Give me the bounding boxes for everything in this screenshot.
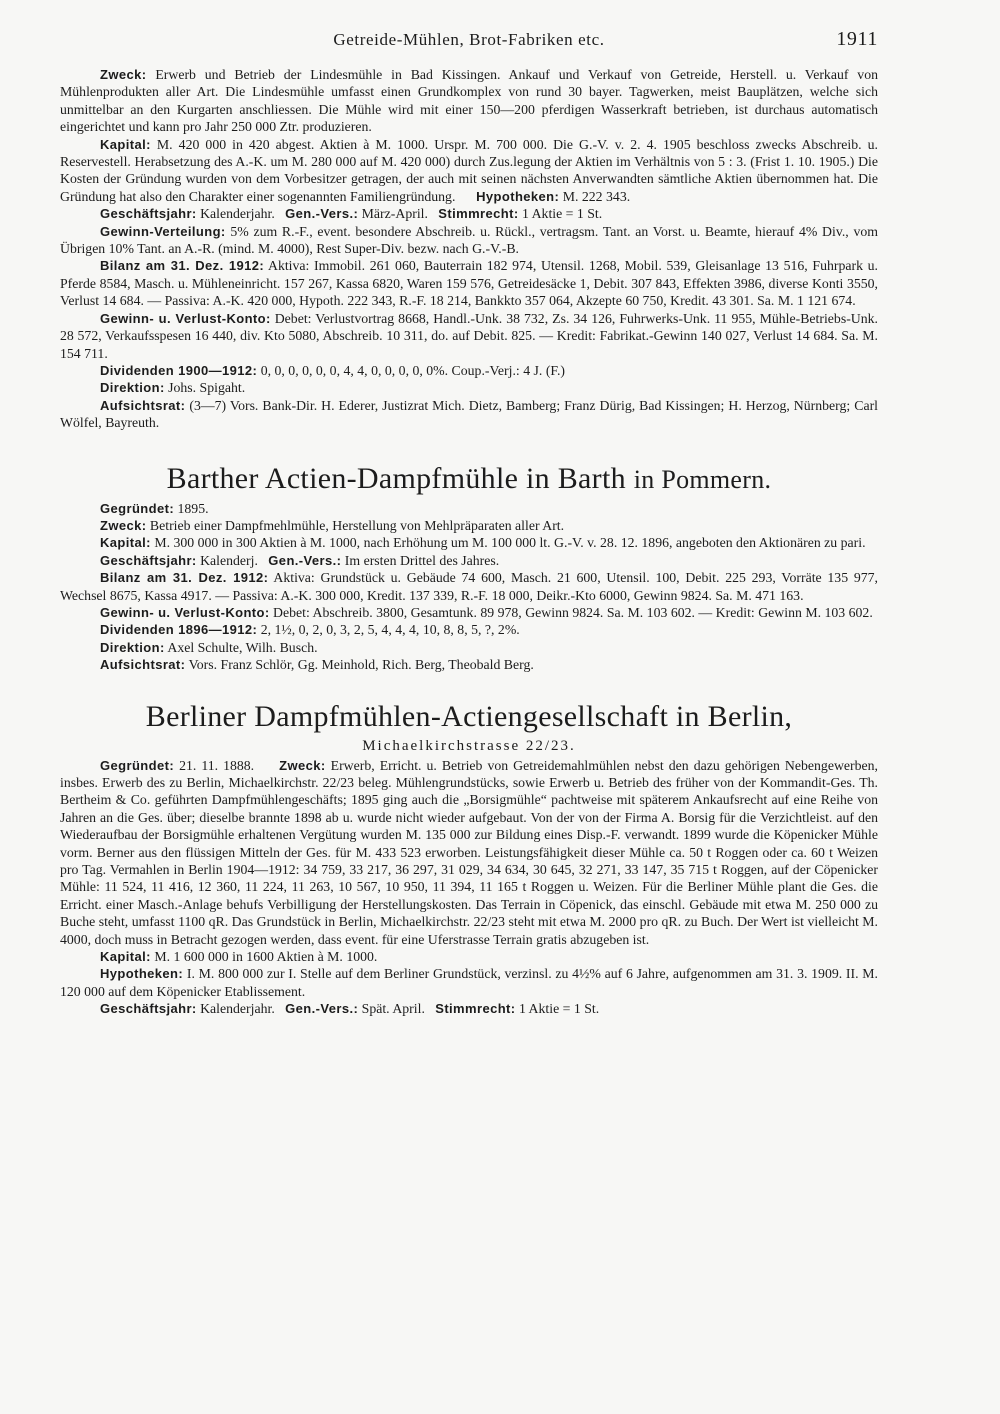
label-zweck: Zweck: bbox=[100, 67, 147, 82]
company-name-barth: Barther Actien-Dampfmühle in Barth bbox=[166, 461, 626, 495]
text-hypotheken: I. M. 800 000 zur I. Stelle auf dem Berliner Grundstück, verzinsl. zu 4½% auf 6 Jahre, aufgenommen am 31. 3. 1909. II. M. 120 000 auf dem Köpenicker Etablissement. bbox=[60, 966, 878, 999]
text-stimmrecht: 1 Aktie = 1 St. bbox=[518, 206, 603, 222]
label-aufsichtsrat: Aufsichtsrat: bbox=[100, 397, 186, 413]
paragraph-kapital bbox=[60, 136, 878, 206]
paragraph-zweck bbox=[60, 517, 878, 534]
label-kapital: Kapital: bbox=[100, 535, 151, 551]
paragraph-kapital bbox=[60, 948, 878, 965]
text-gegruendet: 1895. bbox=[174, 500, 209, 516]
text-zweck: Betrieb einer Dampfmehlmühle, Herstellung von Mehlpräparaten aller Art. bbox=[146, 517, 565, 533]
paragraph-gewinn-verteilung bbox=[60, 223, 878, 258]
paragraph-hypotheken bbox=[60, 965, 878, 1000]
label-hypotheken: Hypotheken: bbox=[100, 966, 184, 982]
entry-lindesmuehle bbox=[60, 66, 878, 432]
paragraph-dividenden bbox=[60, 621, 878, 638]
text-geschaeftsjahr: Kalenderjahr. bbox=[196, 1001, 275, 1017]
label-bilanz: Bilanz am 31. Dez. 1912: bbox=[100, 570, 269, 586]
text-zweck: Erwerb und Betrieb der Lindesmühle in Bad Kissingen. Ankauf und Verkauf von Getreide, Herstell. u. Verkauf von Mühlenprodukten aller Art. Die Lindesmühle umfasst einen Grundkomplex von rund 30 bayer. Tagwerken, meist Bauplätzen, welche sich unmittelbar an den Kurgarten anschliessen. Die Mühle wird mit einer 150—200 pferdigen Wasserkraft betrieben, ist durchaus automatisch eingerichtet und kann pro Jahr 250 000 Ztr. produzieren. bbox=[60, 67, 878, 135]
text-dividenden: 2, 1½, 0, 2, 0, 3, 2, 5, 4, 4, 4, 10, 8, 8, 5, ?, 2%. bbox=[257, 622, 520, 638]
text-dividenden: 0, 0, 0, 0, 0, 0, 4, 4, 0, 0, 0, 0, 0%. Coup.-Verj.: 4 J. (F.) bbox=[257, 362, 566, 378]
text-gen-vers: März-April. bbox=[358, 206, 428, 222]
label-zweck: Zweck: bbox=[279, 757, 326, 773]
paragraph-geschaeftsjahr bbox=[60, 205, 878, 222]
label-dividenden: Dividenden 1900—1912: bbox=[100, 362, 258, 378]
label-stimmrecht: Stimmrecht: bbox=[435, 1001, 516, 1017]
paragraph-dividenden bbox=[60, 362, 878, 379]
label-gewinn-verlust: Gewinn- u. Verlust-Konto: bbox=[100, 310, 271, 326]
text-zweck: Erwerb, Erricht. u. Betrieb von Getreidemahlmühlen nebst den dazu gehörigen Nebengewerben, insbes. Erwerb des zu Berlin, Michaelkirchstr. 22/23 beleg. Mühlengrundstücks, sowie Erwerb u. Betrieb des früher von der Kommandit-Ges. Th. Bertheim & Co. geführten Dampfmühlengeschäfts; 1895 ging auch die „Borsigmühle“ pachtweise mit späterem Ankaufsrecht auf eine Reihe von Jahren an die Ges. über; dieselbe brannte 1898 ab u. wurde nicht wieder aufgebaut. Von der von der Firma A. Borsig für die Verzichtleist. auf den Wiederaufbau der Borsigmühle erhaltenen Vergütung wurden M. 135 000 zur Bildung eines Disp.-F. verwandt. 1899 wurde die Köpenicker Mühle vorm. Berner aus den flüssigen Mitteln der Ges. für M. 433 523 erworben. Leistungsfähigkeit dieser Mühle ca. 50 t Roggen oder ca. 60 t Weizen pro Tag. Vermahlen in Berlin 1904—1912: 34 759, 33 217, 36 297, 31 029, 34 634, 30 645, 32 271, 33 147, 35 715 t Roggen, auf der Cöpenicker Mühle: 11 524, 11 416, 12 360, 11 224, 11 263, 10 567, 10 950, 11 394, 11 165 t Roggen u. Weizen. Für die Berliner Mühle plant die Ges. die Erricht. einer Masch.-Anlage behufs Verbilligung der Herstellungskosten. Das Terrain in Cöpenick, das einschl. Gebäude mit etwa M. 250 000 zu Buche steht, umfasst 1100 qR. Das Grundstück in Berlin, Michaelkirchstr. 22/23 steht mit etwa M. 2000 pro qR. zu Buch. Der Wert ist vielleicht M. 4000, doch muss in Betracht gezogen werden, dass event. für eine Uferstrasse Terrain gratis abzugeben ist. bbox=[60, 757, 879, 947]
text-gewinn-verteilung: 5% zum R.-F., event. besondere Abschreib. u. Rückl., vertragsm. Tant. an Vorst. u. Beamte, hierauf 4% Div., vom Übrigen 10% Tant. an A.-R. (mind. M. 4000), Rest Super-Div. bezw. nach G.-V.-B. bbox=[60, 223, 878, 257]
label-gen-vers: Gen.-Vers.: bbox=[285, 1001, 359, 1017]
company-name-berlin: Berliner Dampfmühlen-Actiengesellschaft in Berlin, bbox=[145, 699, 793, 733]
label-geschaeftsjahr: Geschäftsjahr: bbox=[100, 1001, 197, 1017]
label-kapital: Kapital: bbox=[100, 949, 151, 965]
page bbox=[60, 26, 878, 1396]
label-gewinn-verteilung: Gewinn-Verteilung: bbox=[100, 223, 226, 239]
paragraph-geschaeftsjahr bbox=[60, 552, 878, 569]
label-kapital: Kapital: bbox=[100, 136, 151, 152]
page-number: 1911 bbox=[836, 28, 878, 50]
label-hypotheken: Hypotheken: bbox=[476, 188, 560, 204]
paragraph-direktion bbox=[60, 379, 878, 396]
label-bilanz: Bilanz am 31. Dez. 1912: bbox=[100, 258, 265, 274]
entry-barth bbox=[60, 500, 878, 674]
label-gen-vers: Gen.-Vers.: bbox=[268, 552, 342, 568]
entry-berlin bbox=[60, 757, 878, 1018]
label-zweck: Zweck: bbox=[100, 517, 147, 533]
company-title-berlin bbox=[60, 700, 878, 734]
company-title-barth bbox=[60, 462, 878, 496]
text-direktion: Axel Schulte, Wilh. Busch. bbox=[164, 639, 318, 655]
label-geschaeftsjahr: Geschäftsjahr: bbox=[100, 206, 197, 222]
text-stimmrecht: 1 Aktie = 1 St. bbox=[515, 1001, 600, 1017]
label-gegruendet: Gegründet: bbox=[100, 757, 175, 773]
label-gegruendet: Gegründet: bbox=[100, 500, 175, 516]
paragraph-bilanz bbox=[60, 569, 878, 604]
text-aufsichtsrat: (3—7) Vors. Bank-Dir. H. Ederer, Justizrat Mich. Dietz, Bamberg; Franz Dürig, Bad Kissingen; H. Herzog, Nürnberg; Carl Wölfel, Bayreuth. bbox=[60, 397, 878, 431]
label-dividenden: Dividenden 1896—1912: bbox=[100, 622, 258, 638]
company-location-barth: in Pommern. bbox=[633, 464, 772, 494]
text-geschaeftsjahr: Kalenderj. bbox=[196, 552, 258, 568]
company-address-berlin: Michaelkirchstrasse 22/23. bbox=[362, 737, 576, 754]
paragraph-kapital bbox=[60, 534, 878, 551]
paragraph-gegruendet bbox=[60, 500, 878, 517]
paragraph-gewinn-verlust bbox=[60, 604, 878, 621]
text-aufsichtsrat: Vors. Franz Schlör, Gg. Meinhold, Rich. Berg, Theobald Berg. bbox=[185, 657, 534, 673]
text-kapital: M. 300 000 in 300 Aktien à M. 1000, nach Erhöhung um M. 100 000 lt. G.-V. v. 28. 12. 1896, angeboten den Aktionären zu pari. bbox=[150, 535, 866, 551]
label-aufsichtsrat: Aufsichtsrat: bbox=[100, 657, 186, 673]
paragraph-bilanz bbox=[60, 257, 878, 309]
text-kapital: M. 1 600 000 in 1600 Aktien à M. 1000. bbox=[150, 949, 378, 965]
label-gen-vers: Gen.-Vers.: bbox=[285, 206, 359, 222]
paragraph-gegruendet-zweck bbox=[60, 757, 878, 948]
text-gewinn-verlust: Debet: Verlustvortrag 8668, Handl.-Unk. 38 732, Zs. 34 126, Fuhrwerks-Unk. 11 955, Mühle-Betriebs-Unk. 28 572, Verkaufsspesen 16 440, div. Kto 5080, Abschreib. 10 311, do. auf Debit. 825. — Kredit: Fabrikat.-Gewinn 140 027, Verlust 14 684. Sa. M. 154 711. bbox=[60, 310, 878, 361]
label-gewinn-verlust: Gewinn- u. Verlust-Konto: bbox=[100, 604, 270, 620]
label-geschaeftsjahr: Geschäftsjahr: bbox=[100, 552, 197, 568]
text-gen-vers: Spät. April. bbox=[358, 1001, 425, 1017]
paragraph-zweck bbox=[60, 66, 878, 136]
text-kapital: M. 420 000 in 420 abgest. Aktien à M. 1000. Urspr. M. 700 000. Die G.-V. v. 2. 4. 1905 beschloss zwecks Abschreib. u. Reservestell. Herabsetzung des A.-K. um M. 280 000 auf M. 420 000) durch Zus.legung der Aktien im Verhältnis von 5 : 3. (Frist 1. 10. 1905.) Die Kosten der Gründung wurden von dem Vorbesitzer getragen, der auch mit seinen nächsten Anverwandten sämtliche Aktien übernommen hat. Die Gründung hat also den Charakter einer sogenannten Familiengründung. bbox=[60, 136, 878, 204]
running-head bbox=[60, 26, 878, 56]
paragraph-geschaeftsjahr bbox=[60, 1000, 878, 1017]
text-direktion: Johs. Spigaht. bbox=[164, 380, 246, 396]
paragraph-direktion bbox=[60, 639, 878, 656]
text-geschaeftsjahr: Kalenderjahr. bbox=[196, 206, 275, 222]
label-stimmrecht: Stimmrecht: bbox=[438, 206, 519, 222]
paragraph-gewinn-verlust bbox=[60, 310, 878, 362]
text-gegruendet: 21. 11. 1888. bbox=[174, 757, 255, 773]
text-bilanz: Aktiva: Immobil. 261 060, Bauterrain 182 974, Utensil. 1268, Mobil. 539, Gleisanlage 13 516, Fuhrpark u. Pferde 8584, Masch. u. Mühleneinricht. 157 267, Kassa 6820, Waren 159 576, Getreidesäcke 1, Debit. 307 843, Effekten 3986, diverse Konti 3550, Verlust 14 684. — Passiva: A.-K. 420 000, Hypoth. 222 343, R.-F. 18 214, Bankkto 357 064, Akzepte 60 750, Kredit. 43 301. Sa. M. 1 121 674. bbox=[60, 258, 879, 309]
text-gen-vers: Im ersten Drittel des Jahres. bbox=[341, 552, 500, 568]
label-direktion: Direktion: bbox=[100, 639, 165, 655]
label-direktion: Direktion: bbox=[100, 380, 165, 396]
paragraph-aufsichtsrat bbox=[60, 397, 878, 432]
text-gewinn-verlust: Debet: Abschreib. 3800, Gesamtunk. 89 978, Gewinn 9824. Sa. M. 103 602. — Kredit: Gewinn M. 103 602. bbox=[269, 604, 873, 620]
paragraph-aufsichtsrat bbox=[60, 656, 878, 673]
running-head-title: Getreide-Mühlen, Brot-Fabriken etc. bbox=[333, 30, 605, 49]
text-bilanz: Aktiva: Grundstück u. Gebäude 74 600, Masch. 21 600, Utensil. 100, Debit. 225 293, Vorräte 135 977, Wechsel 8675, Kassa 4917. — Passiva: A.-K. 300 000, Kredit. 137 339, R.-F. 18 000, Deikr.-Kto 6000, Gewinn 9824. Sa. M. 471 163. bbox=[60, 570, 878, 603]
text-hypotheken: M. 222 343. bbox=[559, 188, 631, 204]
